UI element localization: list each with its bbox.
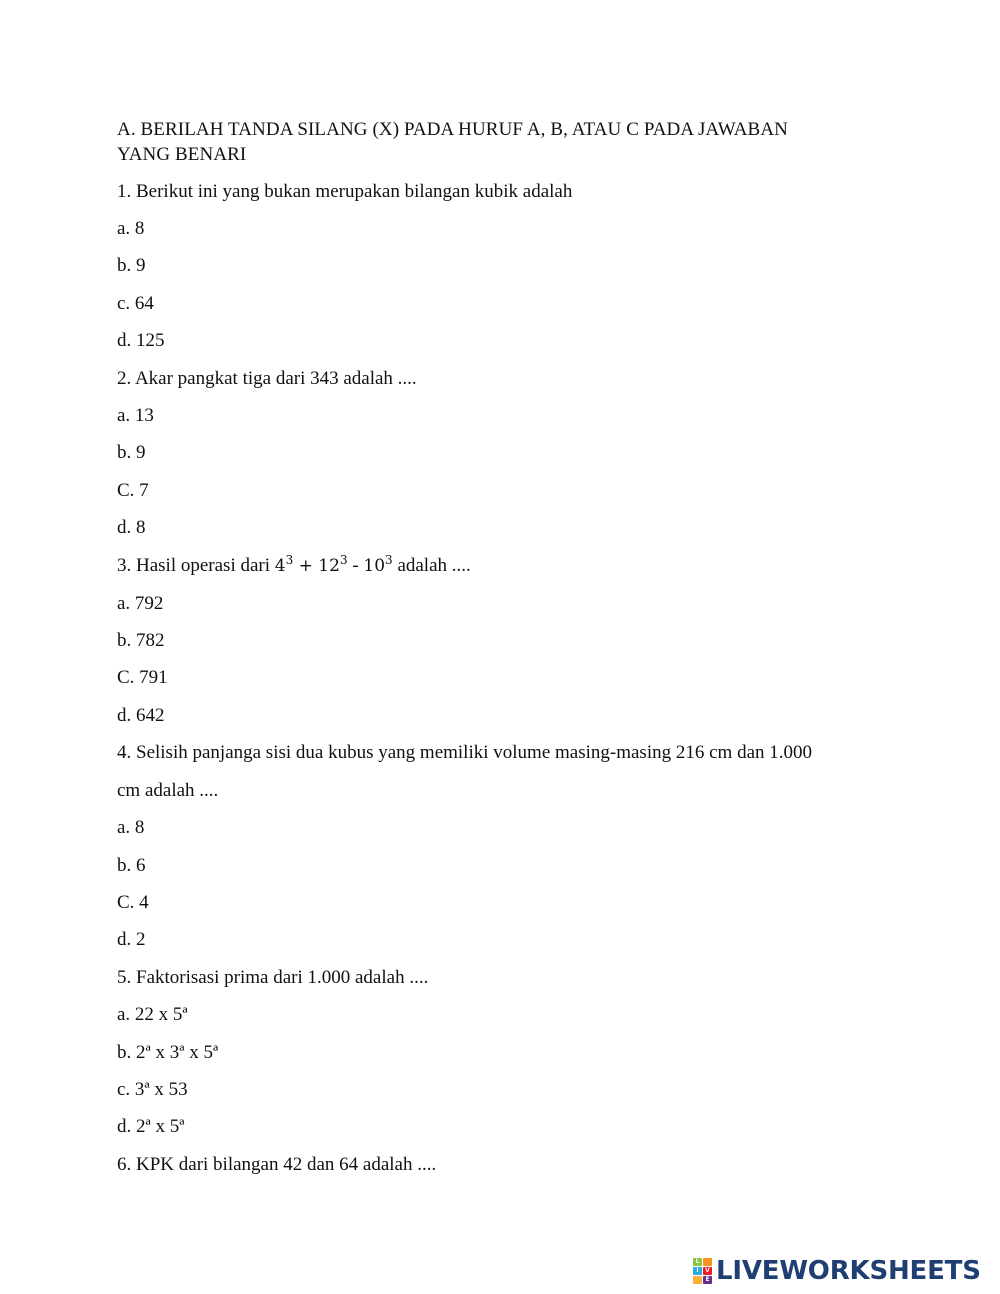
math-operator-plus: + <box>293 556 319 576</box>
question-3-prefix: 3. Hasil operasi dari <box>117 555 275 576</box>
question-4-option-d[interactable]: d. 2 <box>117 929 146 950</box>
question-2-option-d[interactable]: d. 8 <box>117 517 146 538</box>
question-4-text-line-2: cm adalah .... <box>117 780 219 801</box>
logo-tile-v: V <box>703 1267 712 1275</box>
math-exponent-1: 3 <box>285 553 294 567</box>
question-5-text: 5. Faktorisasi prima dari 1.000 adalah .... <box>117 967 429 988</box>
math-operator-minus: - <box>347 555 364 576</box>
logo-tile-e: E <box>703 1276 712 1284</box>
question-3-suffix: adalah .... <box>392 555 471 576</box>
liveworksheets-logo-text: LIVEWORKSHEETS <box>716 1256 981 1286</box>
question-3-option-b[interactable]: b. 782 <box>117 630 165 651</box>
question-5-option-d[interactable]: d. 2ª x 5ª <box>117 1116 185 1137</box>
question-5-option-a[interactable]: a. 22 x 5ª <box>117 1004 188 1025</box>
question-1-option-a[interactable]: a. 8 <box>117 218 145 239</box>
math-base-1: 4 <box>274 556 286 576</box>
question-4-option-c[interactable]: C. 4 <box>117 892 149 913</box>
question-1-option-b[interactable]: b. 9 <box>117 255 146 276</box>
logo-tile-l: L <box>693 1258 702 1266</box>
question-3-option-d[interactable]: d. 642 <box>117 705 165 726</box>
question-5-option-c[interactable]: c. 3ª x 53 <box>117 1079 188 1100</box>
question-1-option-d[interactable]: d. 125 <box>117 330 165 351</box>
question-4-option-b[interactable]: b. 6 <box>117 855 146 876</box>
question-2-text: 2. Akar pangkat tiga dari 343 adalah .... <box>117 368 417 389</box>
question-4-option-a[interactable]: a. 8 <box>117 817 145 838</box>
question-3-option-a[interactable]: a. 792 <box>117 593 164 614</box>
liveworksheets-logo-icon <box>693 1258 713 1284</box>
math-base-3: 10 <box>363 556 386 576</box>
question-6-text: 6. KPK dari bilangan 42 dan 64 adalah .... <box>117 1154 437 1175</box>
question-3-text <box>117 554 471 578</box>
math-exponent-2: 3 <box>339 553 348 567</box>
question-4-text-line-1: 4. Selisih panjanga sisi dua kubus yang memiliki volume masing-masing 216 cm dan 1.000 <box>117 742 813 763</box>
logo-tile-yellow <box>693 1276 702 1284</box>
question-1-option-c[interactable]: c. 64 <box>117 293 154 314</box>
math-base-2: 12 <box>318 556 340 576</box>
question-3-math-expression <box>274 553 348 576</box>
liveworksheets-logo <box>693 1254 981 1288</box>
question-2-option-a[interactable]: a. 13 <box>117 405 154 426</box>
math-exponent-3: 3 <box>385 553 393 567</box>
question-3-option-c[interactable]: C. 791 <box>117 667 168 688</box>
question-2-option-b[interactable]: b. 9 <box>117 442 146 463</box>
instruction-heading-line-2: YANG BENARI <box>117 144 247 165</box>
question-3-math-expression-2 <box>363 553 393 576</box>
question-5-option-b[interactable]: b. 2ª x 3ª x 5ª <box>117 1042 219 1063</box>
instruction-heading-line-1: A. BERILAH TANDA SILANG (X) PADA HURUF A, B, ATAU C PADA JAWABAN <box>117 119 788 140</box>
question-2-option-c[interactable]: C. 7 <box>117 480 149 501</box>
question-1-text: 1. Berikut ini yang bukan merupakan bilangan kubik adalah <box>117 181 573 202</box>
logo-tile-i: I <box>693 1267 702 1275</box>
logo-tile-orange <box>703 1258 712 1266</box>
